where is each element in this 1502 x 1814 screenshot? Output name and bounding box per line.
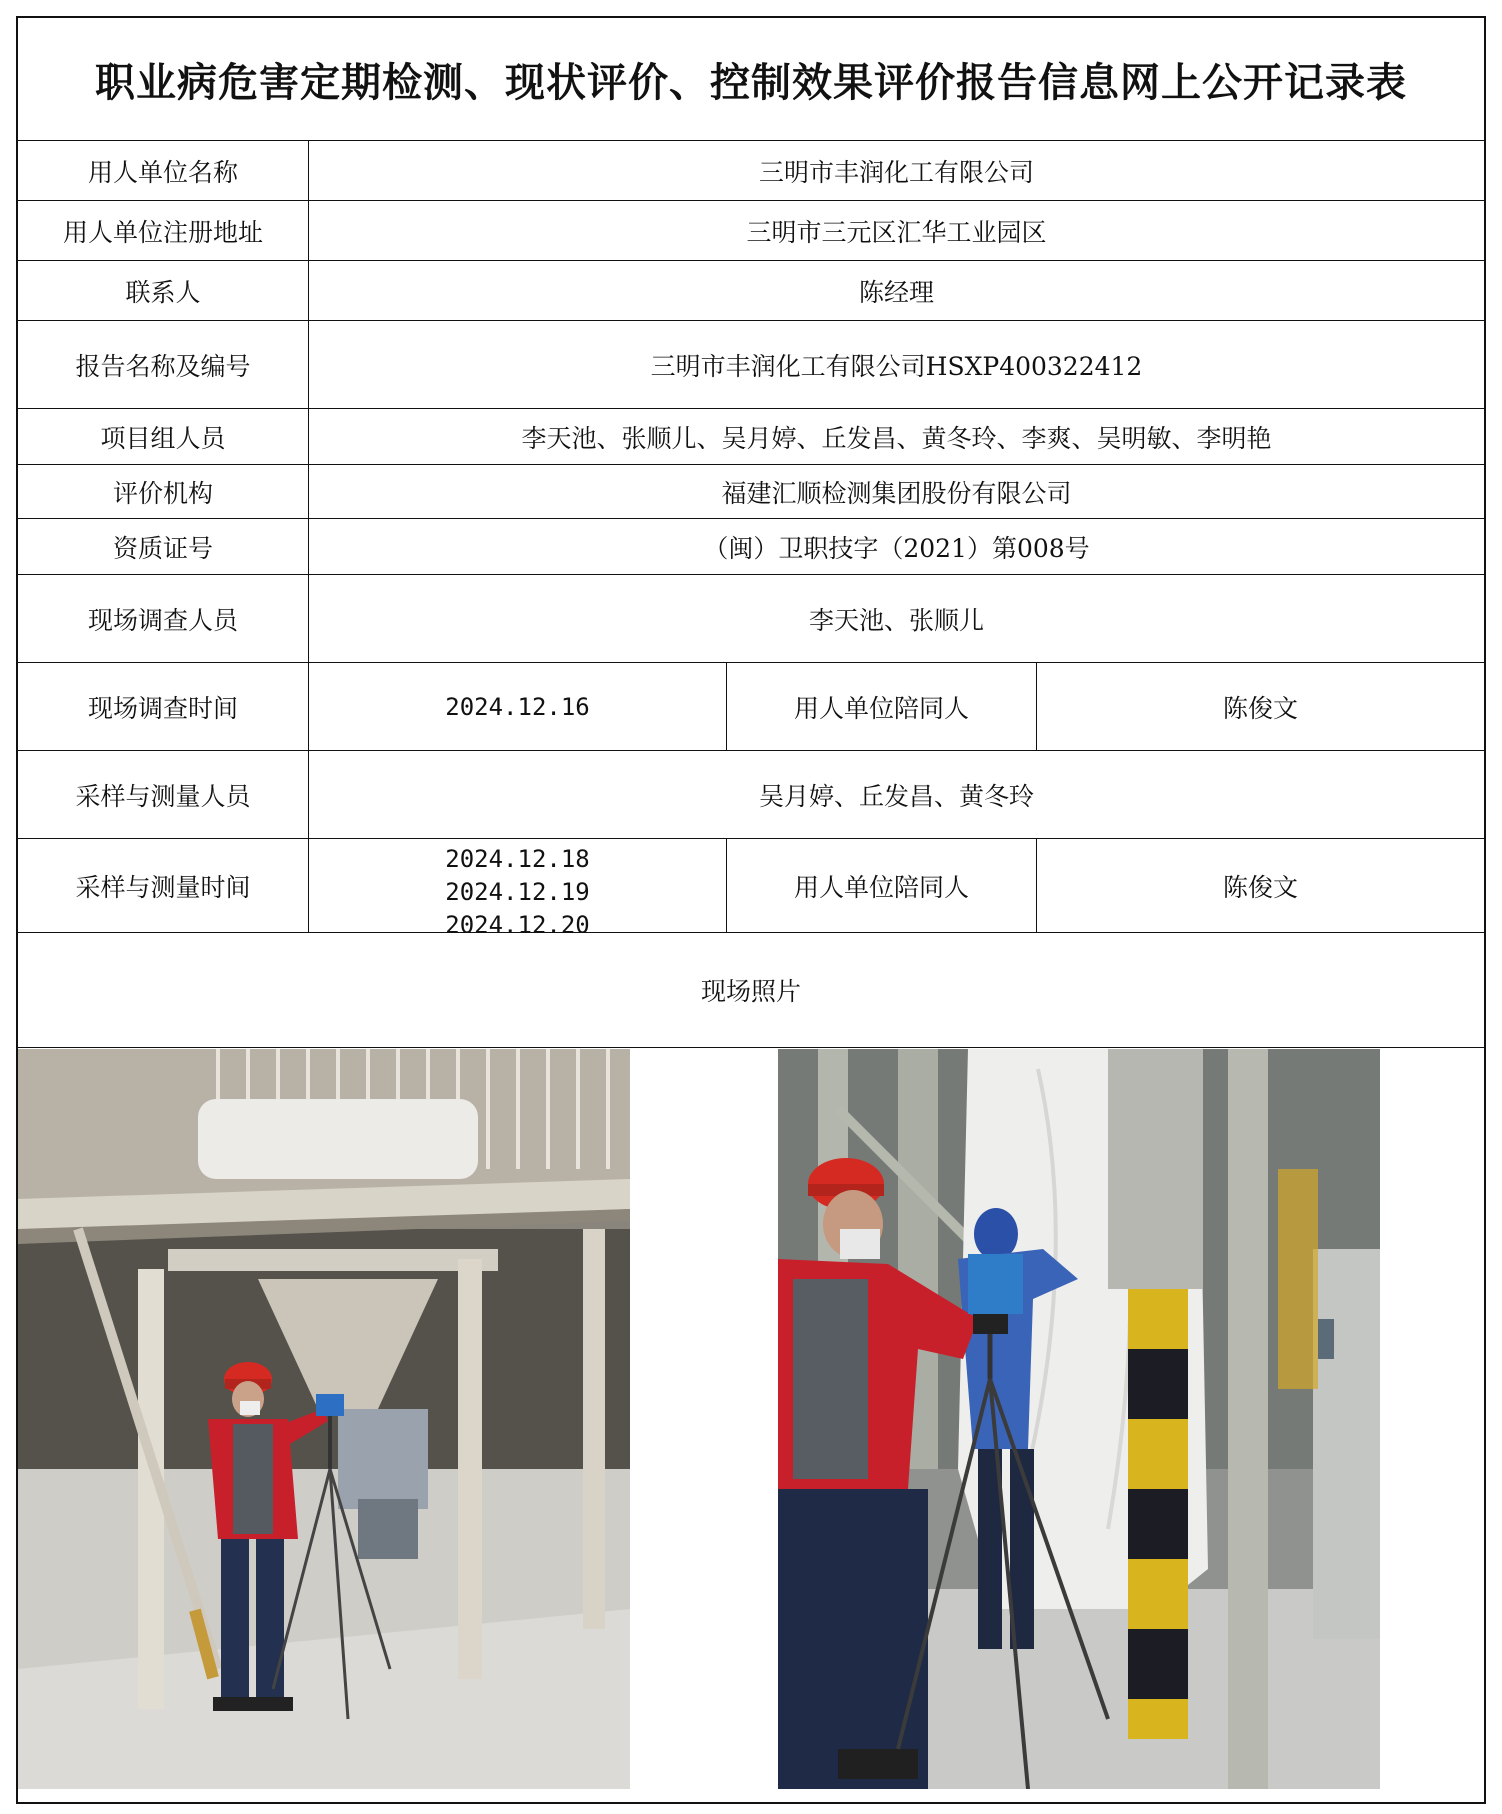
- label-sampling-companion: 用人单位陪同人: [727, 839, 1037, 932]
- label-employer-name: 用人单位名称: [18, 141, 309, 200]
- label-survey-time: 现场调查时间: [18, 663, 309, 750]
- page-title: 职业病危害定期检测、现状评价、控制效果评价报告信息网上公开记录表: [18, 18, 1484, 141]
- label-qualification: 资质证号: [18, 519, 309, 574]
- label-survey-companion: 用人单位陪同人: [727, 663, 1037, 750]
- photos-heading: 现场照片: [18, 933, 1484, 1048]
- value-employer-address: 三明市三元区汇华工业园区: [746, 217, 1047, 247]
- value-contact: 陈经理: [858, 277, 934, 307]
- row-sampling-time: [18, 839, 1484, 933]
- row-employer-name: [18, 141, 1484, 201]
- value-survey-time: 2024.12.16: [309, 663, 727, 750]
- value-survey-companion: 陈俊文: [1222, 693, 1298, 723]
- label-report: 报告名称及编号: [18, 321, 309, 408]
- site-photo-right-image: [778, 1049, 1380, 1789]
- site-photo-left: [18, 1049, 630, 1789]
- sampling-date: 2024.12.20: [445, 911, 590, 932]
- value-sampling-staff: 吴月婷、丘发昌、黄冬玲: [758, 781, 1034, 811]
- value-report: 三明市丰润化工有限公司HSXP400322412: [650, 351, 1143, 381]
- value-agency: 福建汇顺检测集团股份有限公司: [721, 478, 1072, 508]
- row-qualification: [18, 519, 1484, 575]
- value-qualification: （闽）卫职技字（2021）第008号: [703, 533, 1090, 563]
- value-employer-name: 三明市丰润化工有限公司: [758, 157, 1034, 187]
- value-sampling-companion: 陈俊文: [1222, 872, 1298, 902]
- label-sampling-time: 采样与测量时间: [18, 839, 309, 932]
- sampling-date: 2024.12.19: [445, 878, 590, 906]
- value-survey-staff: 李天池、张顺儿: [808, 605, 984, 635]
- label-sampling-staff: 采样与测量人员: [18, 751, 309, 838]
- row-survey-time: [18, 663, 1484, 751]
- label-team: 项目组人员: [18, 409, 309, 464]
- row-contact: [18, 261, 1484, 321]
- record-sheet: [16, 16, 1486, 1804]
- site-photo-right: [778, 1049, 1380, 1789]
- label-employer-address: 用人单位注册地址: [18, 201, 309, 260]
- row-survey-staff: [18, 575, 1484, 663]
- label-survey-staff: 现场调查人员: [18, 575, 309, 662]
- value-sampling-dates: [309, 839, 727, 932]
- label-contact: 联系人: [18, 261, 309, 320]
- row-report: [18, 321, 1484, 409]
- row-team: [18, 409, 1484, 465]
- value-team: 李天池、张顺儿、吴月婷、丘发昌、黄冬玲、李爽、吴明敏、李明艳: [521, 423, 1272, 453]
- site-photo-left-image: [18, 1049, 630, 1789]
- row-sampling-staff: [18, 751, 1484, 839]
- row-employer-address: [18, 201, 1484, 261]
- row-agency: [18, 465, 1484, 519]
- label-agency: 评价机构: [18, 465, 309, 518]
- sampling-date: 2024.12.18: [445, 845, 590, 873]
